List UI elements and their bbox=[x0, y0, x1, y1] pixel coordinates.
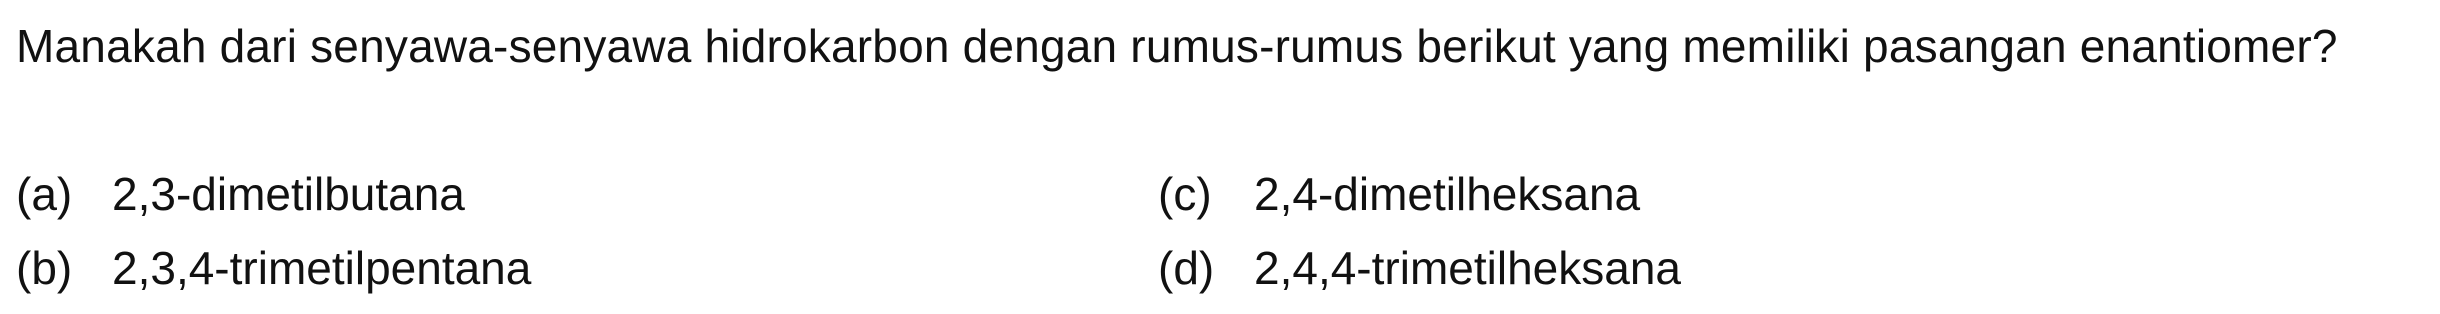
option-d[interactable] bbox=[1158, 240, 1681, 296]
option-b-text: 2,3,4-trimetilpentana bbox=[112, 242, 532, 294]
option-c[interactable] bbox=[1158, 166, 1640, 222]
option-d-text: 2,4,4-trimetilheksana bbox=[1254, 242, 1681, 294]
option-a[interactable] bbox=[16, 166, 465, 222]
option-d-label: (d) bbox=[1158, 242, 1215, 294]
option-b-label: (b) bbox=[16, 242, 73, 294]
option-a-label: (a) bbox=[16, 168, 73, 220]
question-text: Manakah dari senyawa-senyawa hidrokarbon dengan rumus-rumus berikut yang memiliki pasangan enantiomer? bbox=[16, 20, 2338, 72]
option-a-text: 2,3-dimetilbutana bbox=[112, 168, 465, 220]
option-b[interactable] bbox=[16, 240, 531, 296]
option-c-label: (c) bbox=[1158, 168, 1212, 220]
option-c-text: 2,4-dimetilheksana bbox=[1254, 168, 1641, 220]
